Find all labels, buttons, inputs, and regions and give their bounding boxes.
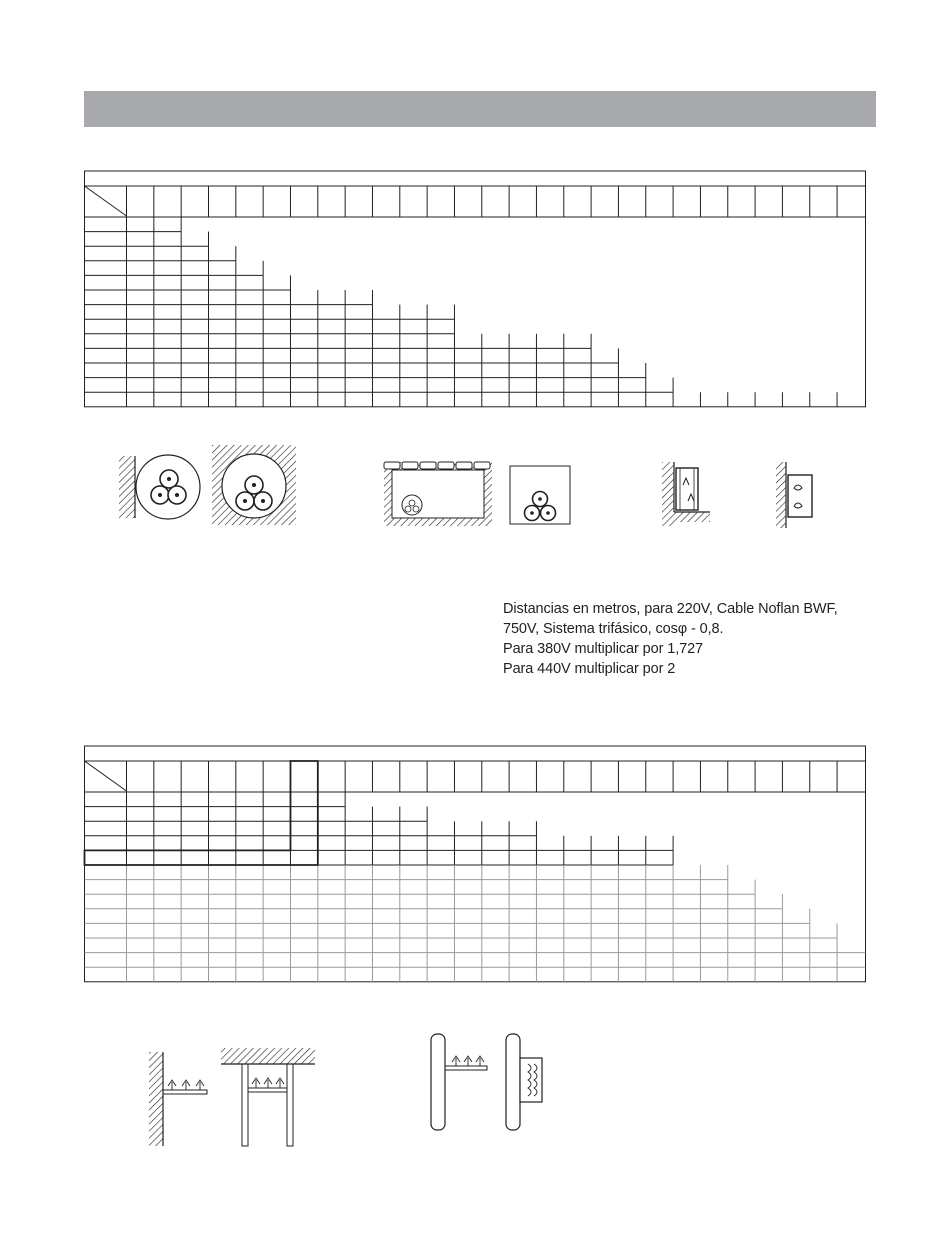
distance-note bbox=[503, 599, 838, 679]
note-line-2: 750V, Sistema trifásico, cosφ - 0,8. bbox=[503, 621, 724, 637]
table-frame bbox=[85, 746, 866, 982]
table-1 bbox=[85, 171, 866, 407]
wall-duct-diagram bbox=[662, 462, 710, 526]
note-line-1: Distancias en metros, para 220V, Cable Noflan BWF, bbox=[503, 601, 838, 617]
cables-in-box-diagram bbox=[510, 466, 570, 524]
wall-bracket-diagram bbox=[149, 1052, 207, 1146]
wall-tray-diagram bbox=[776, 462, 812, 528]
table-frame bbox=[85, 171, 866, 407]
highlight-outline bbox=[85, 761, 318, 865]
header-diagonal bbox=[85, 186, 127, 216]
ceiling-hanger-diagram bbox=[221, 1048, 315, 1146]
table-2 bbox=[85, 746, 866, 982]
conduit-embedded-diagram bbox=[212, 445, 296, 525]
note-line-3: Para 380V multiplicar por 1,727 bbox=[503, 641, 704, 657]
cable-in-channel-diagram bbox=[384, 462, 492, 526]
note-line-4: Para 440V multiplicar por 2 bbox=[503, 661, 676, 677]
conduit-against-wall-diagram bbox=[119, 455, 200, 519]
pole-bracket-diagram bbox=[431, 1034, 487, 1130]
header-diagonal bbox=[85, 761, 127, 791]
pole-clamp-diagram bbox=[506, 1034, 542, 1130]
